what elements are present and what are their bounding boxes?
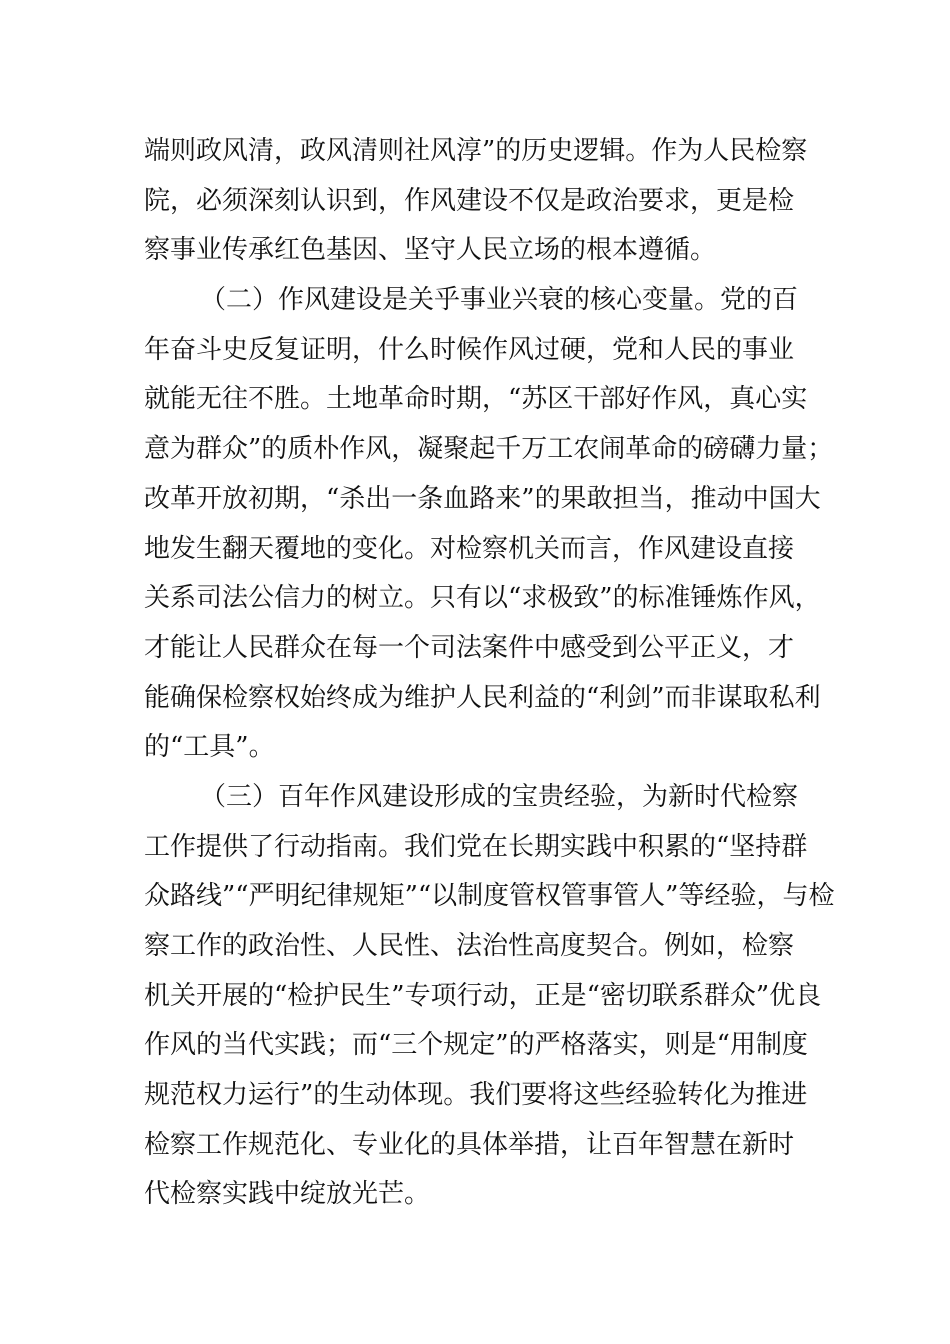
body-text [144, 127, 835, 1220]
text-line: 才能让人民群众在每一个司法案件中感受到公平正义，才 [144, 632, 795, 663]
text-line: 察工作的政治性、人民性、法治性高度契合。例如，检察 [144, 931, 795, 961]
text-line: 规范权力运行”的生动体现。我们要将这些经验转化为推进 [144, 1080, 808, 1111]
text-line: 能确保检察权始终成为维护人民利益的“利剑”而非谋取私利 [144, 682, 821, 713]
section-heading-line: （二）作风建设是关乎事业兴衰的核心变量。党的百 [200, 285, 799, 316]
text-line: 作风的当代实践；而“三个规定”的严格落实，则是“用制度 [144, 1030, 808, 1061]
text-line: 年奋斗史反复证明，什么时候作风过硬，党和人民的事业 [144, 334, 795, 365]
text-line: 改革开放初期，“杀出一条血路来”的果敢担当，推动中国大 [144, 483, 821, 514]
text-line: 众路线”“严明纪律规矩”“以制度管权管事管人”等经验，与检 [144, 881, 835, 912]
section-heading-line: （三）百年作风建设形成的宝贵经验，为新时代检察 [200, 781, 799, 812]
text-line: 检察工作规范化、专业化的具体举措，让百年智慧在新时 [144, 1129, 795, 1160]
text-line: 的“工具”。 [144, 732, 275, 763]
text-line: 工作提供了行动指南。我们党在长期实践中积累的“坚持群 [144, 831, 808, 862]
text-line: 端则政风清，政风清则社风淳”的历史逻辑。作为人民检察 [144, 136, 808, 166]
text-line: 察事业传承红色基因、坚守人民立场的根本遵循。 [144, 235, 717, 266]
text-line: 意为群众”的质朴作风，凝聚起千万工农闹革命的磅礴力量； [144, 434, 834, 465]
text-line: 地发生翻天覆地的变化。对检察机关而言，作风建设直接 [144, 533, 795, 564]
text-line: 机关开展的“检护民生”专项行动，正是“密切联系群众”优良 [144, 980, 822, 1011]
text-line: 代检察实践中绽放光芒。 [144, 1179, 431, 1210]
text-line: 院，必须深刻认识到，作风建设不仅是政治要求，更是检 [144, 185, 795, 216]
text-line: 关系司法公信力的树立。只有以“求极致”的标准锤炼作风， [144, 583, 821, 614]
text-line: 就能无往不胜。土地革命时期，“苏区干部好作风，真心实 [144, 384, 808, 415]
